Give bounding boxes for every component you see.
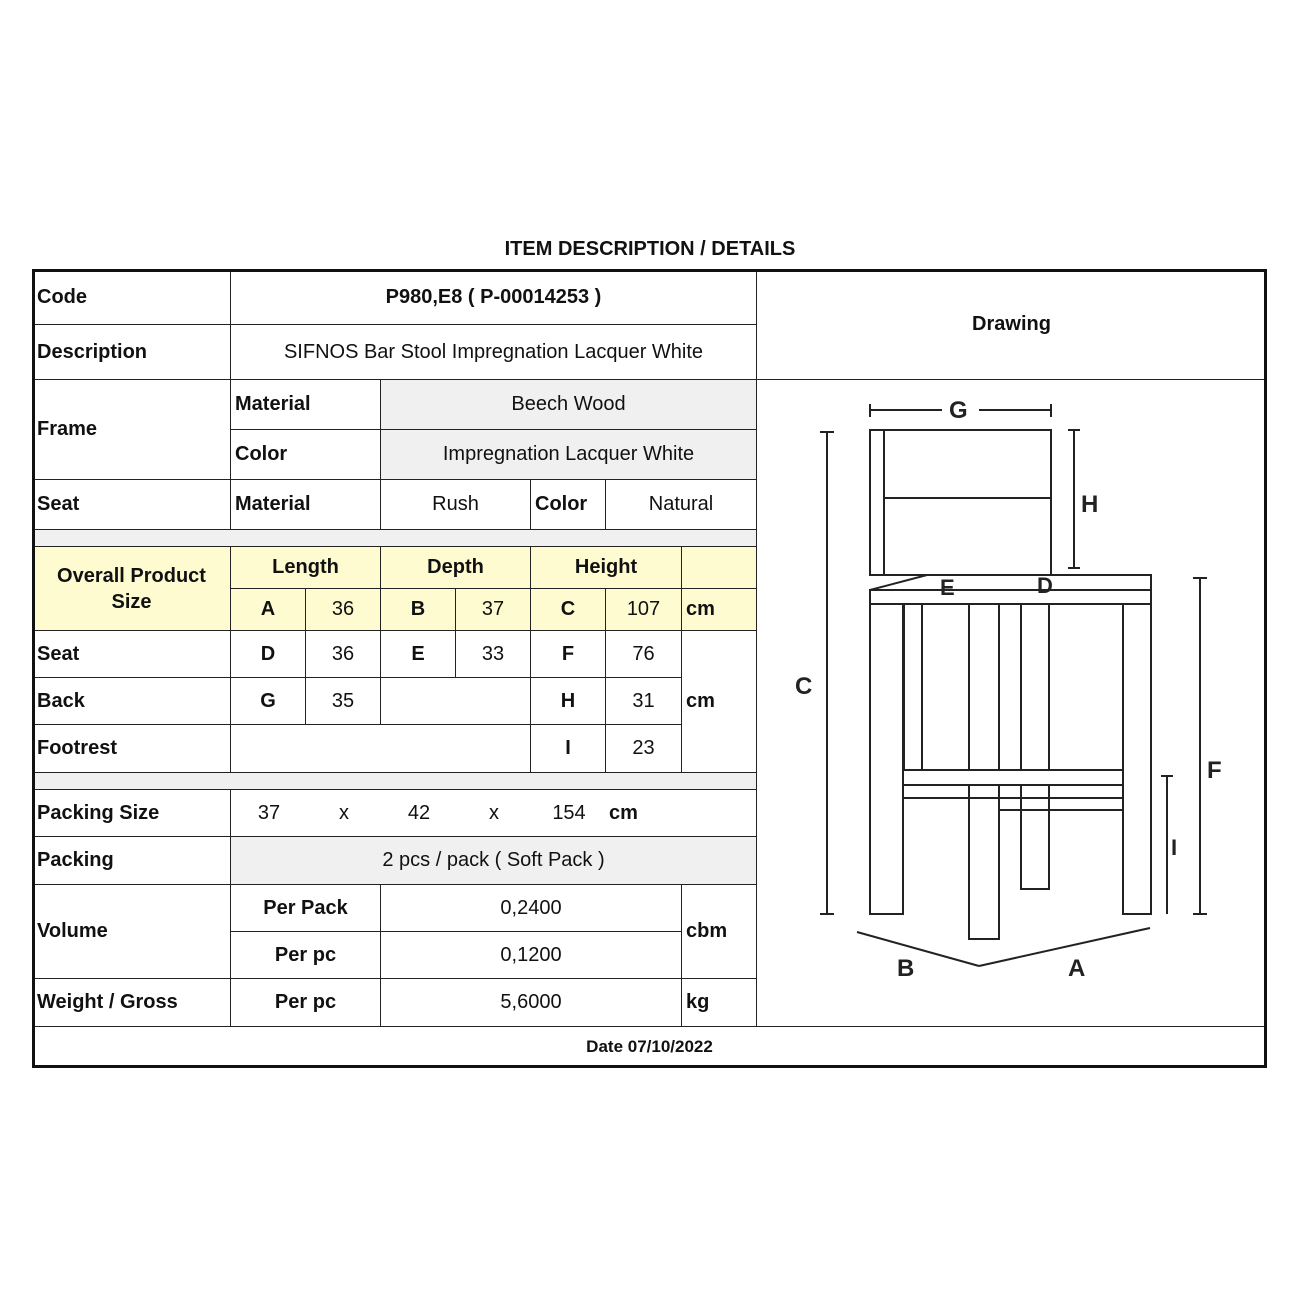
overall-size-label: Overall Product Size [32, 546, 231, 631]
front-leg-left [870, 604, 903, 914]
separator-band-2 [32, 772, 757, 790]
packing-x1: x [339, 801, 349, 824]
back-leg-left [904, 604, 922, 779]
seat-label: Seat [32, 479, 231, 530]
back-leg-right [1021, 604, 1049, 889]
seat-material-value: Rush [380, 479, 531, 530]
dim-d-letter: D [230, 630, 306, 678]
weight-unit: kg [681, 978, 757, 1027]
description-value: SIFNOS Bar Stool Impregnation Lacquer White [230, 324, 757, 380]
seat-color-label: Color [530, 479, 606, 530]
dim-c-value: 107 [605, 588, 682, 631]
seat-material-label: Material [230, 479, 381, 530]
drawing-header: Drawing [756, 269, 1267, 380]
back-dims-label: Back [32, 677, 231, 725]
backrest [870, 430, 1051, 575]
dim-e-letter: E [380, 630, 456, 678]
weight-label: Weight / Gross [32, 978, 231, 1027]
dim-line-a [979, 928, 1150, 966]
packing-label: Packing [32, 836, 231, 885]
letter-b: B [897, 955, 915, 982]
description-label: Description [32, 324, 231, 380]
letter-c: C [795, 673, 813, 700]
packing-size-label: Packing Size [32, 789, 231, 837]
dim-g-value: 35 [305, 677, 381, 725]
dim-f-letter: F [530, 630, 606, 678]
per-pc-label: Per pc [230, 931, 381, 979]
letter-f: F [1207, 757, 1222, 784]
volume-unit: cbm [681, 884, 757, 979]
length-header: Length [230, 546, 381, 589]
packing-value: 2 pcs / pack ( Soft Pack ) [230, 836, 757, 885]
code-label: Code [32, 269, 231, 325]
frame-color-value: Impregnation Lacquer White [380, 429, 757, 480]
frame-material-value: Beech Wood [380, 379, 757, 430]
date-row: Date 07/10/2022 [32, 1026, 1267, 1068]
weight-value: 5,6000 [380, 978, 682, 1027]
per-pack-label: Per Pack [230, 884, 381, 932]
seat-top [870, 575, 1151, 590]
letter-d: D [1037, 573, 1053, 598]
frame-color-label: Color [230, 429, 381, 480]
dim-a-value: 36 [305, 588, 381, 631]
footrest-bar [903, 770, 1123, 785]
frame-material-label: Material [230, 379, 381, 430]
unit-header-blank [681, 546, 757, 589]
packing-size-row [230, 789, 757, 837]
dim-line-b [857, 932, 979, 966]
footrest-label: Footrest [32, 724, 231, 773]
document-title: ITEM DESCRIPTION / DETAILS [504, 238, 796, 260]
volume-label: Volume [32, 884, 231, 979]
dim-a-letter: A [230, 588, 306, 631]
per-pack-value: 0,2400 [380, 884, 682, 932]
back-blank [380, 677, 531, 725]
packing-x2: x [489, 801, 499, 824]
packing-height: 154 [552, 801, 586, 824]
packing-width: 37 [257, 801, 281, 824]
packing-depth: 42 [407, 801, 431, 824]
letter-h: H [1081, 491, 1099, 518]
weight-per-pc-label: Per pc [230, 978, 381, 1027]
code-value: P980,E8 ( P-00014253 ) [230, 269, 757, 325]
letter-a: A [1068, 955, 1086, 982]
packing-unit: cm [609, 801, 638, 824]
overall-unit: cm [681, 588, 757, 631]
seat-dims-label: Seat [32, 630, 231, 678]
bar-stool-drawing [757, 380, 1267, 1027]
dim-f-value: 76 [605, 630, 682, 678]
frame-label: Frame [32, 379, 231, 480]
dim-i-letter: I [530, 724, 606, 773]
height-header: Height [530, 546, 682, 589]
dim-h-letter: H [530, 677, 606, 725]
per-pc-value: 0,1200 [380, 931, 682, 979]
dim-b-value: 37 [455, 588, 531, 631]
dim-h-value: 31 [605, 677, 682, 725]
footrest-blank [230, 724, 531, 773]
separator-band [32, 529, 757, 547]
dim-d-value: 36 [305, 630, 381, 678]
spec-sheet [32, 269, 1267, 1068]
dims-unit: cm [681, 630, 757, 773]
letter-i: I [1171, 835, 1178, 860]
seat-color-value: Natural [605, 479, 757, 530]
dim-i-value: 23 [605, 724, 682, 773]
dim-b-letter: B [380, 588, 456, 631]
letter-e: E [940, 575, 955, 600]
letter-g: G [949, 397, 968, 424]
dim-g-letter: G [230, 677, 306, 725]
front-leg-right [1123, 604, 1151, 914]
dim-c-letter: C [530, 588, 606, 631]
dim-e-value: 33 [455, 630, 531, 678]
drawing-area [756, 379, 1267, 1027]
seat-edge [870, 590, 1151, 604]
depth-header: Depth [380, 546, 531, 589]
